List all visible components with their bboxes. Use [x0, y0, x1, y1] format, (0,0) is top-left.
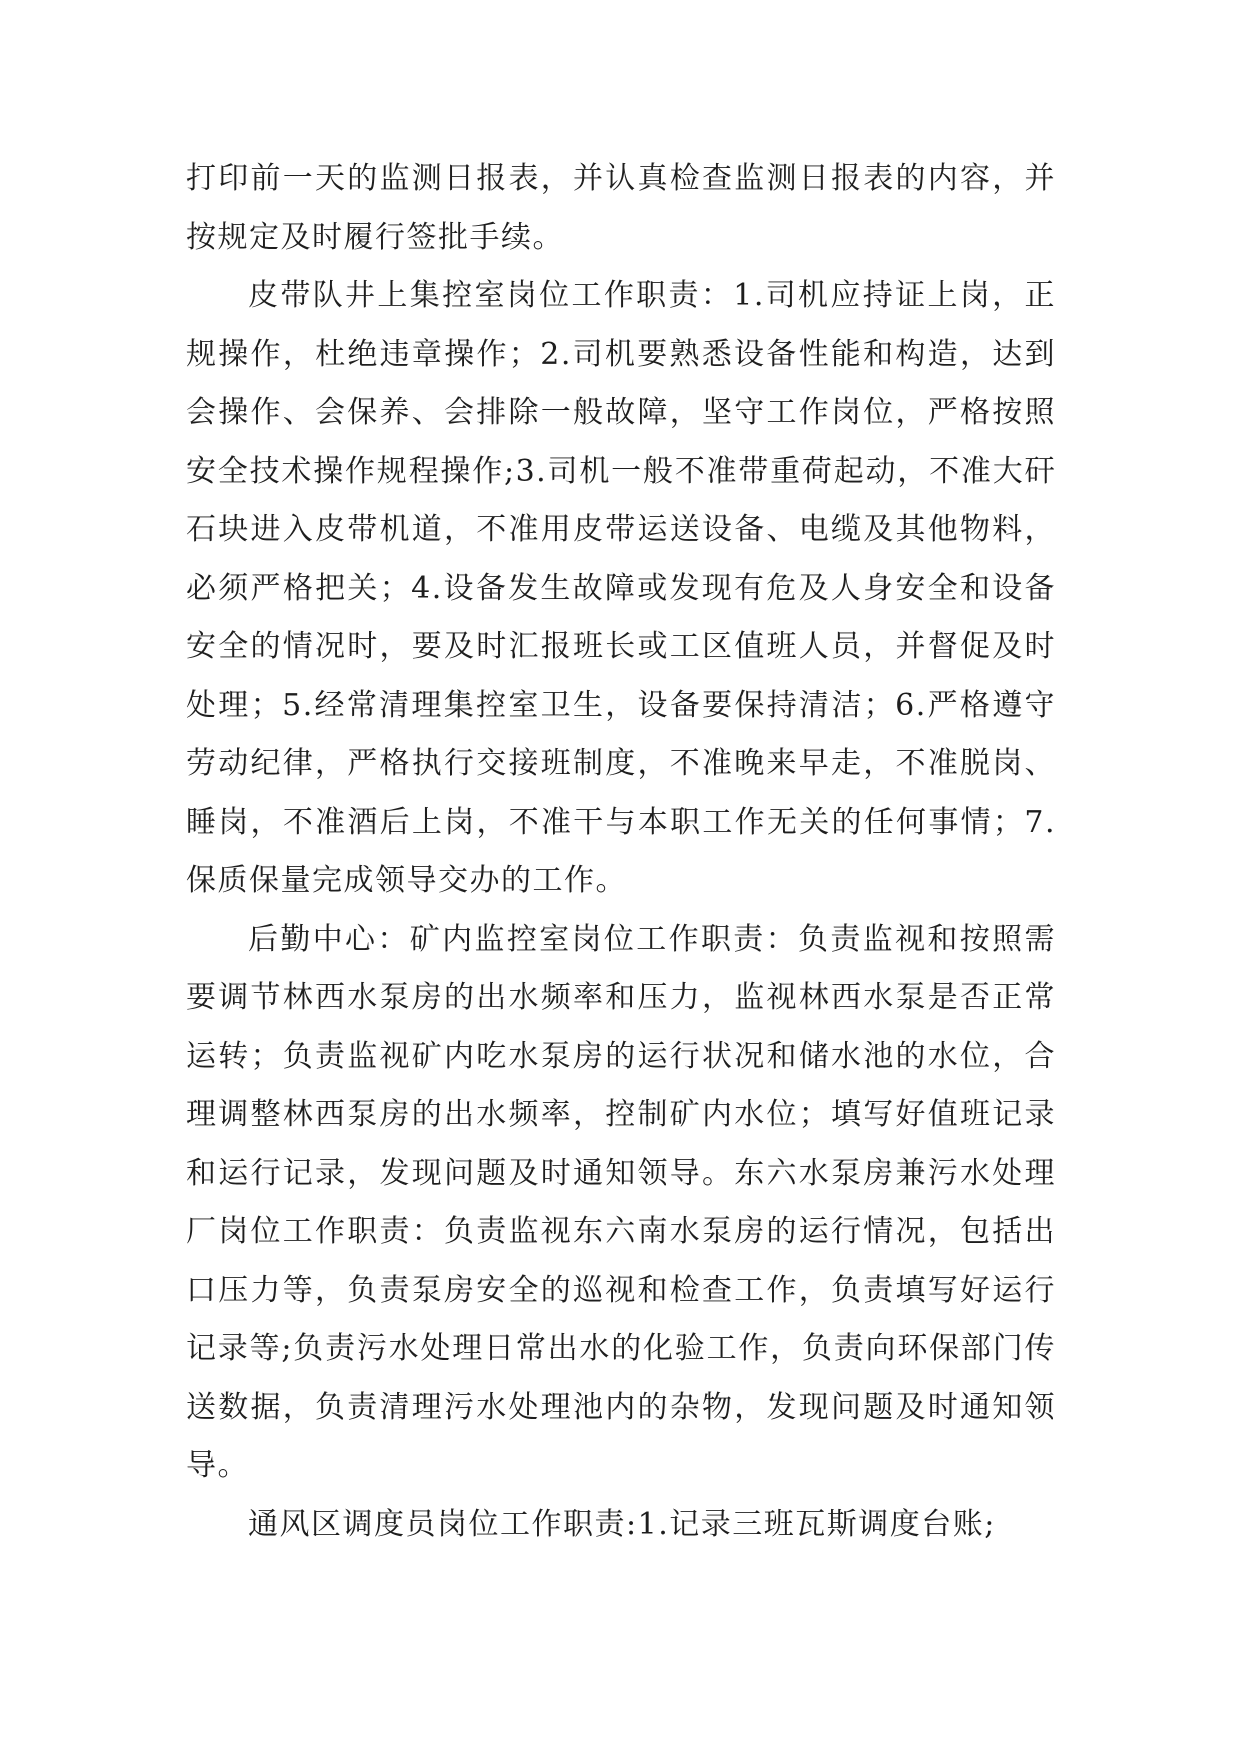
paragraph-logistics-center-duties: 后勤中心：矿内监控室岗位工作职责：负责监视和按照需要调节林西水泵房的出水频率和压力，监视林西水泵是否正常运转；负责监视矿内吃水泵房的运行状况和储水池的水位，合理调整林西泵房的出水频率，控制矿内水位；填写好值班记录和运行记录，发现问题及时通知领导。东六水泵房兼污水处理厂岗位工作职责：负责监视东六南水泵房的运行情况，包括出口压力等，负责泵房安全的巡视和检查工作，负责填写好运行记录等;负责污水处理日常出水的化验工作，负责向环保部门传送数据，负责清理污水处理池内的杂物，发现问题及时通知领导。	[186, 921, 1056, 1483]
document-body	[186, 150, 1056, 1554]
paragraph-belt-control-room-duties: 皮带队井上集控室岗位工作职责：1.司机应持证上岗，正规操作，杜绝违章操作；2.司机要熟悉设备性能和构造，达到会操作、会保养、会排除一般故障，坚守工作岗位，严格按照安全技术操作规程操作;3.司机一般不准带重荷起动，不准大矸石块进入皮带机道，不准用皮带运送设备、电缆及其他物料，必须严格把关；4.设备发生故障或发现有危及人身安全和设备安全的情况时，要及时汇报班长或工区值班人员，并督促及时处理；5.经常清理集控室卫生，设备要保持清洁；6.严格遵守劳动纪律，严格执行交接班制度，不准晚来早走，不准脱岗、睡岗，不准酒后上岗，不准干与本职工作无关的任何事情；7.保质保量完成领导交办的工作。	[186, 278, 1056, 898]
paragraph-ventilation-dispatcher-duties: 通风区调度员岗位工作职责:1.记录三班瓦斯调度台账;	[248, 1506, 996, 1542]
paragraph-monitoring-report-continuation: 打印前一天的监测日报表，并认真检查监测日报表的内容，并按规定及时履行签批手续。	[186, 161, 1056, 255]
